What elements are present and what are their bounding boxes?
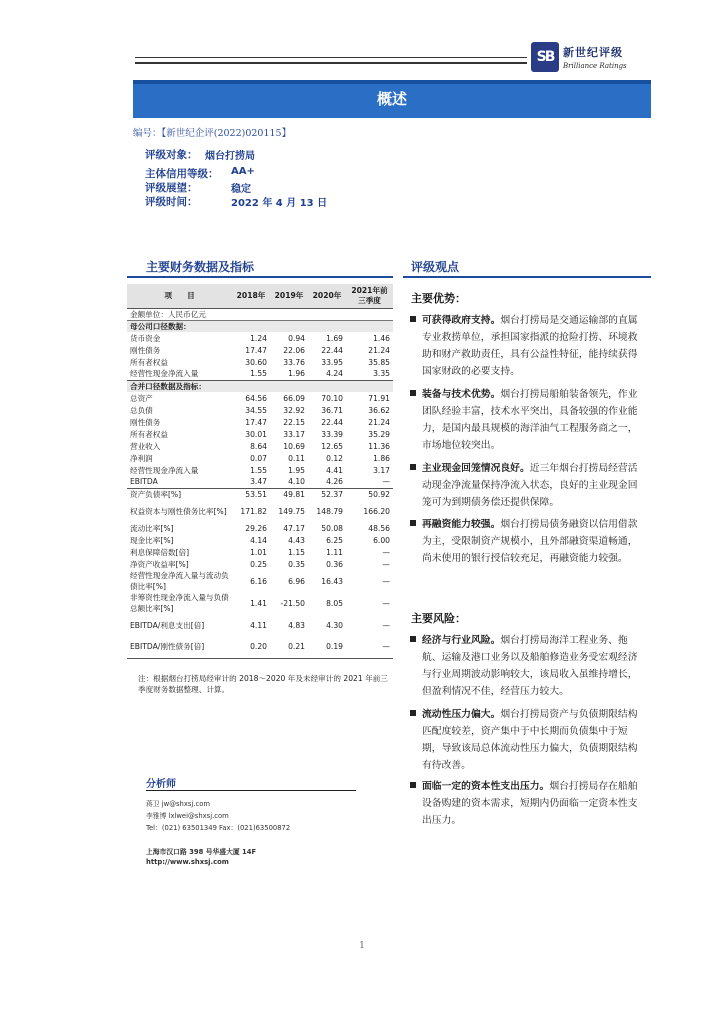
table-cell: 8.64 — [250, 441, 267, 451]
header-rule-thick — [135, 62, 527, 64]
table-cell: 1.24 — [250, 333, 267, 343]
bullet-item — [411, 632, 647, 700]
row-label: 所有者权益 — [130, 429, 168, 439]
table-cell: 0.25 — [250, 559, 267, 569]
table-row — [127, 356, 393, 368]
views-section-title: 评级观点 — [411, 260, 460, 274]
table-cell: 0.07 — [250, 453, 267, 463]
table-cell: 50.08 — [321, 523, 343, 533]
table-cell: 4.41 — [326, 465, 343, 475]
row-label: EBITDA/刚性债务[倍] — [127, 636, 232, 658]
bullet-heading: 可获得政府支持。 — [422, 315, 501, 326]
col-header-item: 项 目 — [127, 284, 232, 308]
row-label: 现金比率[%] — [130, 535, 174, 545]
title-banner — [133, 80, 651, 118]
table-cell: 6.16 — [250, 576, 267, 586]
table-cell: 12.65 — [321, 441, 343, 451]
row-label: 总负债 — [130, 405, 153, 415]
row-label: 经营性现金净流入量与流动负债比率[%] — [130, 571, 229, 591]
table-cell: 30.60 — [245, 357, 267, 367]
outlook-value: 稳定 — [231, 184, 251, 195]
table-note: 注：根据烟台打捞局经审计的 2018～2020 年及未经审计的 2021 年前三季度财务数据整理、计算。 — [138, 674, 388, 694]
table-cell: -21.50 — [280, 598, 305, 608]
table-cell: 1.86 — [373, 453, 390, 463]
logo-name: 新世纪评级 — [563, 46, 623, 59]
table-cell: 10.69 — [283, 441, 305, 451]
table-cell: 1.69 — [326, 333, 343, 343]
row-label: EBITDA/利息支出[倍] — [130, 620, 205, 630]
bullet-text — [411, 460, 647, 511]
table-row — [127, 570, 393, 592]
table-cell: 16.43 — [321, 576, 343, 586]
analyst-address: 上海市汉口路 398 号华盛大厦 14F — [146, 848, 257, 856]
group-parent-label: 母公司口径数据： — [127, 320, 393, 332]
table-cell: 52.37 — [308, 488, 346, 500]
square-bullet-icon — [410, 710, 416, 716]
rating-object-label: 评级对象： — [145, 149, 198, 161]
table-cell: 8.05 — [326, 598, 343, 608]
report-code: 编号：【新世纪企评(2022)020115】 — [133, 128, 292, 139]
table-row — [127, 476, 393, 488]
table-cell: 21.24 — [368, 417, 390, 427]
table-cell: 4.14 — [250, 535, 267, 545]
col-header-2018: 2018年 — [232, 284, 270, 308]
col-header-2021q3: 2021年前三季度 — [346, 284, 393, 308]
strengths-title: 主要优势： — [411, 292, 466, 305]
rating-object-value: 烟台打捞局 — [205, 151, 255, 162]
table-row — [127, 636, 393, 658]
table-cell: 3.47 — [250, 477, 267, 487]
table-cell: — — [382, 598, 390, 608]
square-bullet-icon — [410, 782, 416, 788]
table-cell: 1.55 — [250, 465, 267, 475]
table-cell: 33.39 — [321, 429, 343, 439]
rating-date-value: 2022 年 4 月 13 日 — [231, 198, 328, 209]
square-bullet-icon — [410, 636, 416, 642]
table-cell: 1.11 — [326, 547, 343, 557]
table-cell: 36.71 — [321, 405, 343, 415]
row-label: 刚性债务 — [130, 417, 161, 427]
row-label: 非筹资性现金净流入量与负债总额比率[%] — [130, 593, 229, 613]
bullet-heading: 主业现金回笼情况良好。 — [422, 463, 530, 474]
bullet-heading: 装备与技术优势。 — [422, 389, 501, 400]
table-cell: 33.76 — [283, 357, 305, 367]
table-cell: 64.56 — [245, 393, 267, 403]
table-cell: 47.17 — [283, 523, 305, 533]
table-cell: 17.47 — [245, 345, 267, 355]
table-cell: 4.30 — [326, 620, 343, 630]
table-cell: 35.29 — [368, 429, 390, 439]
bullet-item — [411, 312, 647, 380]
group-consolidated-label: 合并口径数据及指标： — [127, 380, 393, 392]
outlook-label: 评级展望： — [145, 182, 198, 194]
bullet-body: 烟台打捞局存在船舶设备购建的资本需求，短期内仍面临一定资本性支出压力。 — [422, 781, 638, 826]
table-row — [127, 500, 393, 522]
table-cell: 1.41 — [250, 598, 267, 608]
table-cell: 50.92 — [346, 488, 393, 500]
row-label: 净利润 — [130, 453, 153, 463]
unit-row-label: 金额单位：人民币亿元 — [127, 308, 393, 320]
table-cell: 0.94 — [288, 333, 305, 343]
table-cell: 1.01 — [250, 547, 267, 557]
bullet-text — [411, 778, 647, 829]
bullet-text — [411, 706, 647, 774]
analyst-title: 分析师 — [146, 779, 176, 790]
table-row — [127, 428, 393, 440]
bullet-body: 烟台打捞局海洋工程业务、拖航、运输及港口业务以及船舶修造业务受宏观经济与行业周期波动影响较大，该局收入虽维持增长，但盈利情况不佳，经营压力较大。 — [422, 635, 638, 697]
table-row — [127, 534, 393, 546]
analyst-phone: Tel：(021) 63501349 Fax：(021)63500872 — [146, 824, 291, 832]
table-cell: 1.95 — [288, 465, 305, 475]
table-row — [127, 344, 393, 356]
row-label: 权益资本与刚性债务比率[%] — [130, 506, 227, 516]
table-row — [127, 488, 393, 500]
row-label: 净资产收益率[%] — [130, 559, 189, 569]
row-label: 营业收入 — [130, 441, 161, 451]
table-row — [127, 464, 393, 476]
table-cell: 6.96 — [288, 576, 305, 586]
table-cell: 48.56 — [368, 523, 390, 533]
analyst-website: http://www.shxsj.com — [146, 858, 229, 866]
col-header-2019: 2019年 — [270, 284, 308, 308]
bullet-body: 烟台打捞局资产与负债期限结构匹配度较差，资产集中于中长期而负债集中于短期，导致该局总体流动性压力偏大，负债期限结构有待改善。 — [422, 709, 638, 771]
logo-name-en: Brilliance Ratings — [563, 62, 627, 70]
table-cell: 4.43 — [288, 535, 305, 545]
table-row — [127, 404, 393, 416]
table-cell: 0.20 — [232, 636, 270, 658]
bullet-heading: 再融资能力较强。 — [422, 519, 501, 530]
bullet-item — [411, 386, 647, 454]
table-cell: — — [382, 477, 390, 487]
square-bullet-icon — [410, 316, 416, 322]
table-cell: 32.92 — [283, 405, 305, 415]
row-label: 总资产 — [130, 393, 153, 403]
table-cell: 0.21 — [270, 636, 308, 658]
bullet-body: 烟台打捞局是交通运输部的直属专业救捞单位，承担国家指派的抢险打捞、环境救助和财产救助责任，具有公益性特征，能持续获得国家财政的必要支持。 — [422, 315, 638, 377]
table-cell: 53.51 — [232, 488, 270, 500]
table-cell: 33.17 — [283, 429, 305, 439]
bullet-text — [411, 386, 647, 454]
group-parent — [127, 320, 393, 332]
table-cell: 36.62 — [368, 405, 390, 415]
bullet-text — [411, 312, 647, 380]
table-cell: 0.11 — [288, 453, 305, 463]
bullet-body: 烟台打捞局船舶装备领先，作业团队经验丰富，技术水平突出，具备较强的作业能力，是国内最具规模的海洋油气工程服务商之一，市场地位较突出。 — [422, 389, 638, 451]
bullet-heading: 面临一定的资本性支出压力。 — [422, 781, 550, 792]
table-cell: 4.24 — [326, 369, 343, 379]
table-cell: 0.36 — [326, 559, 343, 569]
table-cell: — — [346, 636, 393, 658]
company-logo — [531, 42, 627, 72]
page-title: 概述 — [376, 90, 407, 108]
unit-row — [127, 308, 393, 320]
table-cell: 22.44 — [321, 345, 343, 355]
table-cell: — — [382, 547, 390, 557]
analyst-contact-1: 蒋卫 jw@shxsj.com — [146, 800, 210, 808]
row-label: 所有者权益 — [130, 357, 168, 367]
table-cell: 0.19 — [308, 636, 346, 658]
table-row — [127, 592, 393, 614]
table-cell: 148.79 — [316, 506, 343, 516]
financial-section-title: 主要财务数据及指标 — [146, 260, 255, 274]
bullet-body: 近三年烟台打捞局经营活动现金净流量保持净流入状态，良好的主业现金回笼可为到期债务偿还提供保障。 — [422, 463, 638, 508]
bullet-text — [411, 632, 647, 700]
row-label: EBITDA — [130, 477, 158, 487]
table-cell: 29.26 — [245, 523, 267, 533]
logo-mark-icon: SB — [531, 42, 559, 72]
square-bullet-icon — [410, 390, 416, 396]
table-cell: 0.35 — [288, 559, 305, 569]
table-cell: 0.12 — [326, 453, 343, 463]
table-row — [127, 440, 393, 452]
row-label: 流动比率[%] — [130, 523, 174, 533]
square-bullet-icon — [410, 520, 416, 526]
risks-title: 主要风险： — [411, 612, 466, 625]
square-bullet-icon — [410, 464, 416, 470]
table-row — [127, 522, 393, 534]
table-cell: 6.25 — [326, 535, 343, 545]
table-header-row — [127, 284, 393, 308]
table-cell: 166.20 — [363, 506, 390, 516]
table-cell: 1.96 — [288, 369, 305, 379]
table-cell: 1.46 — [373, 333, 390, 343]
bullet-item — [411, 706, 647, 774]
row-label: 资产负债率[%] — [127, 488, 232, 500]
table-cell: — — [382, 559, 390, 569]
row-label: 刚性债务 — [130, 345, 161, 355]
credit-level-value: AA+ — [231, 166, 255, 177]
table-row — [127, 368, 393, 380]
table-cell: 3.17 — [373, 465, 390, 475]
table-cell: 1.15 — [288, 547, 305, 557]
table-cell: — — [382, 576, 390, 586]
table-cell: 22.44 — [321, 417, 343, 427]
table-cell: 4.10 — [288, 477, 305, 487]
table-cell: 34.55 — [245, 405, 267, 415]
bullet-item — [411, 460, 647, 511]
table-cell: 70.10 — [321, 393, 343, 403]
bullet-item — [411, 516, 647, 567]
row-label: 利息保障倍数[倍] — [130, 547, 190, 557]
table-cell: 4.11 — [250, 620, 267, 630]
financial-section-rule — [127, 276, 393, 278]
table-cell: 3.35 — [373, 369, 390, 379]
table-cell: 22.15 — [283, 417, 305, 427]
table-row — [127, 452, 393, 464]
group-consolidated — [127, 380, 393, 392]
table-cell: 4.26 — [326, 477, 343, 487]
analyst-rule — [146, 790, 356, 791]
table-cell: 17.47 — [245, 417, 267, 427]
rating-date-label: 评级时间： — [145, 196, 198, 208]
bullet-heading: 经济与行业风险。 — [422, 635, 501, 646]
col-header-2020: 2020年 — [308, 284, 346, 308]
table-cell: 71.91 — [368, 393, 390, 403]
table-row — [127, 416, 393, 428]
table-cell: 35.85 — [368, 357, 390, 367]
row-label: 经营性现金净流入量 — [130, 369, 199, 379]
bullet-heading: 流动性压力偏大。 — [422, 709, 501, 720]
table-row — [127, 546, 393, 558]
table-cell: 21.24 — [368, 345, 390, 355]
bullet-item — [411, 778, 647, 829]
table-cell: 1.55 — [250, 369, 267, 379]
row-label: 货币资金 — [130, 333, 161, 343]
bullet-body: 烟台打捞局债务融资以信用借款为主，受限制资产规模小，且外部融资渠道畅通，尚未使用的银行授信较充足，再融资能力较强。 — [422, 519, 638, 564]
table-row — [127, 332, 393, 344]
row-label: 经营性现金净流入量 — [130, 465, 199, 475]
table-cell: 171.82 — [240, 506, 267, 516]
financial-table — [127, 284, 393, 659]
table-cell: 4.83 — [288, 620, 305, 630]
table-row — [127, 558, 393, 570]
page-number: 1 — [359, 941, 365, 951]
table-cell: 11.36 — [368, 441, 390, 451]
table-row — [127, 392, 393, 404]
table-cell: — — [382, 620, 390, 630]
table-cell: 6.00 — [373, 535, 390, 545]
table-cell: 49.81 — [270, 488, 308, 500]
table-row — [127, 614, 393, 636]
credit-level-label: 主体信用等级： — [145, 168, 219, 180]
analyst-contact-2: 李雅博 lxlwei@shxsj.com — [146, 812, 229, 820]
table-cell: 22.06 — [283, 345, 305, 355]
table-cell: 66.09 — [283, 393, 305, 403]
header-rule — [135, 57, 527, 58]
table-cell: 33.95 — [321, 357, 343, 367]
bullet-text — [411, 516, 647, 567]
views-section-rule — [403, 276, 651, 278]
table-cell: 149.75 — [278, 506, 305, 516]
table-cell: 30.01 — [245, 429, 267, 439]
